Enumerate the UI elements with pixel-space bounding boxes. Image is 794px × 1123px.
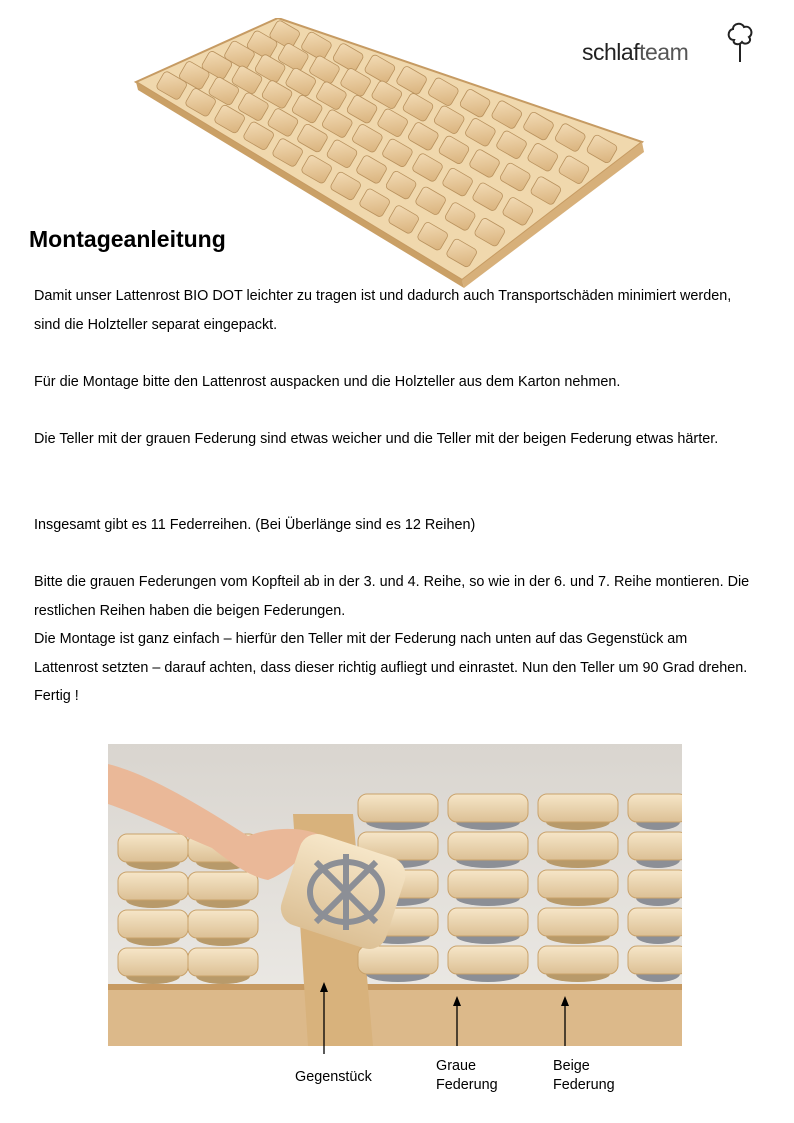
arrow-stems bbox=[108, 1046, 682, 1056]
paragraph-unpack: Für die Montage bitte den Lattenrost auspacken und die Holzteller aus dem Karton nehmen. bbox=[34, 374, 621, 390]
paragraph-mounting-steps: Die Montage ist ganz einfach – hierfür den Teller mit der Federung nach unten auf das Gegenstück am Lattenrost setzten – darauf achten, dass dieser richtig aufliegt und einrastet. Nun den Teller um 90 Grad drehen. Fertig ! bbox=[34, 631, 748, 704]
paragraph-assembly bbox=[34, 568, 754, 711]
label-gegenstueck: Gegenstück bbox=[295, 1069, 372, 1085]
wood-disc bbox=[538, 794, 618, 822]
label-beige-federung bbox=[553, 1057, 615, 1095]
wood-disc bbox=[358, 946, 438, 974]
wood-disc bbox=[358, 794, 438, 822]
wood-disc bbox=[628, 794, 682, 822]
wood-disc bbox=[118, 872, 188, 900]
wood-disc bbox=[628, 870, 682, 898]
wood-disc bbox=[538, 832, 618, 860]
wood-disc bbox=[538, 908, 618, 936]
label-graue-line2: Federung bbox=[436, 1077, 498, 1093]
wood-disc bbox=[118, 948, 188, 976]
wood-disc bbox=[628, 946, 682, 974]
wood-disc bbox=[118, 834, 188, 862]
paragraph-intro: Damit unser Lattenrost BIO DOT leichter zu tragen ist und dadurch auch Transportschäden minimiert werden, sind die Holzteller separat eingepackt. bbox=[34, 288, 732, 333]
logo-text-schlaf: schlaf bbox=[582, 39, 640, 65]
paragraph-row-count: Insgesamt gibt es 11 Federreihen. (Bei Überlänge sind es 12 Reihen) bbox=[34, 517, 476, 533]
wood-disc bbox=[188, 910, 258, 938]
wood-disc bbox=[538, 870, 618, 898]
wood-disc bbox=[448, 908, 528, 936]
wood-disc bbox=[448, 946, 528, 974]
wood-disc bbox=[538, 946, 618, 974]
wood-disc bbox=[188, 948, 258, 976]
label-beige-line2: Federung bbox=[553, 1077, 615, 1093]
wood-disc bbox=[448, 870, 528, 898]
paragraph-gray-rows: Bitte die grauen Federungen vom Kopfteil ab in der 3. und 4. Reihe, so wie in der 6. und 7. Reihe montieren. Die restlichen Reihen haben die beigen Federungen. bbox=[34, 574, 750, 619]
wood-disc bbox=[628, 832, 682, 860]
schlafteam-logo bbox=[582, 22, 758, 72]
wood-disc bbox=[188, 872, 258, 900]
logo-text-team: team bbox=[639, 39, 689, 65]
label-graue-federung bbox=[436, 1057, 498, 1095]
label-graue-line1: Graue bbox=[436, 1058, 476, 1074]
label-beige-line1: Beige bbox=[553, 1058, 590, 1074]
wood-disc bbox=[118, 910, 188, 938]
assembly-photo bbox=[108, 744, 682, 1046]
wood-disc bbox=[628, 908, 682, 936]
tree-icon bbox=[725, 22, 755, 66]
wood-disc bbox=[448, 832, 528, 860]
page-title: Montageanleitung bbox=[29, 226, 226, 252]
wood-disc bbox=[448, 794, 528, 822]
paragraph-spring-types: Die Teller mit der grauen Federung sind etwas weicher und die Teller mit der beigen Federung etwas härter. bbox=[34, 431, 719, 447]
